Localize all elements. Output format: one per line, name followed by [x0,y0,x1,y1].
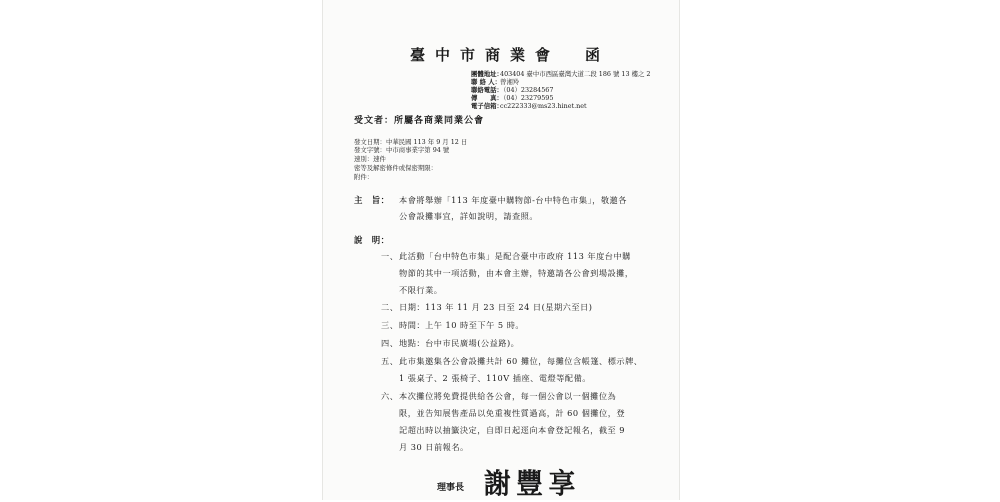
address-value: 403404 臺中市西區臺灣大道二段 186 號 13 樓之 2 [500,70,651,78]
item-6-line-1: 本次攤位將免費提供給各公會，每一個公會以一個攤位為 [399,391,617,401]
item-3-number: 三、 [381,320,399,330]
item-3-line-1: 時間：上午 10 時至下午 5 時。 [399,320,525,330]
letterhead-email [471,102,587,111]
item-4-line-1: 地點：台中市民廣場(公益路)。 [399,338,520,348]
item-2-line-1: 日期：113 年 11 月 23 日至 24 日(星期六至日) [399,302,593,312]
attachment-line: 附件： [354,173,374,181]
fax-value: （04）23279595 [500,94,554,102]
email-value: cc222333@ms23.hinet.net [500,102,587,110]
item-4-number: 四、 [381,338,399,348]
document-title: 臺中市商業會 函 [410,46,611,64]
security-level: 密等及解密條件或保密期限： [354,164,438,172]
item-5-line-2: 1 張桌子、2 張椅子、110V 插座、電燈等配備。 [399,373,591,383]
issue-date: 發文日期：中華民國 113 年 9 月 12 日 [354,138,468,146]
reference-number: 發文字號：中市商事業字第 94 號 [354,146,450,154]
email-label: 電子信箱： [471,102,503,110]
fax-label: 傳 真： [471,94,503,102]
phone-value: （04）23284567 [500,86,554,94]
item-1-line-3: 不限行業。 [399,285,443,295]
item-5-line-1: 此市集邀集各公會設攤共計 60 攤位，每攤位含帳篷、標示牌、 [399,356,643,366]
signature-name: 謝豐享 [484,467,581,500]
subject-line-1: 本會將舉辦「113 年度臺中購物節-台中特色市集」，敬邀各 [399,195,627,205]
contact-label: 聯 絡 人： [471,78,502,86]
item-1-line-1: 此活動「台中特色市集」是配合臺中市政府 113 年度台中購 [399,251,631,261]
recipient-line: 受文者：所屬各商業同業公會 [354,116,485,126]
delivery-speed: 速別：速件 [354,155,386,163]
address-label: 團體地址： [471,70,503,78]
subject-label: 主 旨： [354,195,390,205]
item-2-number: 二、 [381,302,399,312]
item-1-line-2: 物節的其中一項活動，由本會主辦，特邀請各公會到場設攤， [399,268,634,278]
contact-value: 曾湘羚 [500,78,520,86]
item-5-number: 五、 [381,356,399,366]
item-6-line-3: 記超出時以抽籤決定，自即日起逕向本會登記報名，截至 9 [399,425,625,435]
item-6-line-4: 月 30 日前報名。 [399,442,469,452]
item-1-number: 一、 [381,251,399,261]
signature-title: 理事長 [437,483,465,493]
explanation-label: 說 明： [354,235,390,245]
item-6-line-2: 限，並告知展售產品以免重複性質過高，計 60 個攤位，登 [399,408,626,418]
subject-line-2: 公會設攤事宜，詳如說明，請查照。 [399,211,539,221]
item-6-number: 六、 [381,391,399,401]
phone-label: 聯絡電話： [471,86,503,94]
